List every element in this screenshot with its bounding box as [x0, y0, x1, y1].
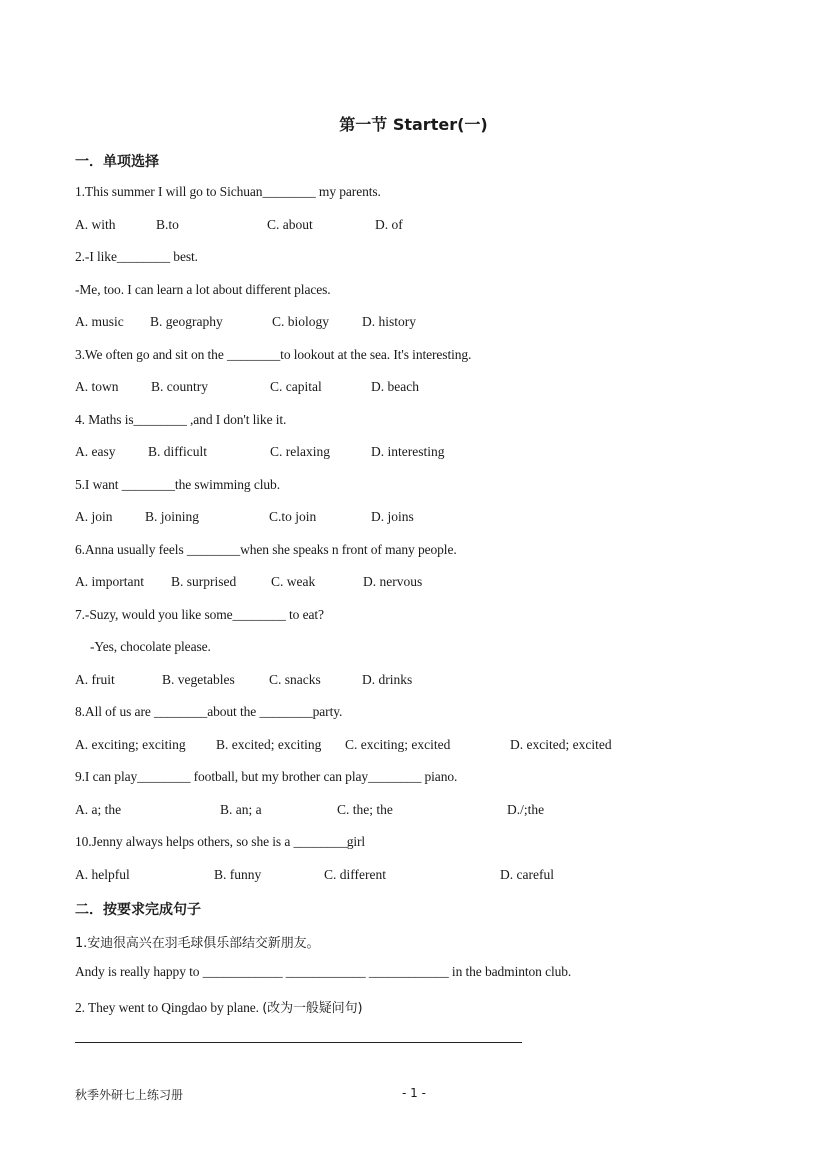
answer-line[interactable]: [75, 1042, 522, 1043]
question-10-option-c: C. different: [324, 867, 386, 882]
question-9-option-a: A. a; the: [75, 802, 122, 817]
question-9-stem: 9.I can play________ football, but my brother can play________ piano.: [75, 769, 458, 784]
footer-page-number: - 1 -: [402, 1086, 426, 1100]
sentence-2-prompt: [75, 997, 362, 1016]
question-1-option-a: A. with: [75, 217, 116, 232]
footer-book-title: 秋季外研七上练习册: [75, 1088, 184, 1102]
question-6-option-c: C. weak: [271, 574, 316, 589]
question-4-option-a: A. easy: [75, 444, 116, 459]
question-4-option-d: D. interesting: [371, 444, 445, 459]
question-6-option-d: D. nervous: [363, 574, 423, 589]
question-1-stem: 1.This summer I will go to Sichuan________ my parents.: [75, 184, 381, 199]
question-4-option-b: B. difficult: [148, 444, 207, 459]
question-8-option-c: C. exciting; excited: [345, 737, 451, 752]
sentence-2-english: 2. They went to Qingdao by plane.: [75, 1000, 263, 1015]
question-3-option-c: C. capital: [270, 379, 322, 394]
question-5-option-d: D. joins: [371, 509, 414, 524]
question-9-option-d: D./;the: [507, 802, 545, 817]
question-10-option-d: D. careful: [500, 867, 554, 882]
question-3-option-b: B. country: [151, 379, 208, 394]
question-10-option-b: B. funny: [214, 867, 262, 882]
question-7-option-a: A. fruit: [75, 672, 115, 687]
question-8-stem: 8.All of us are ________about the ________party.: [75, 704, 343, 719]
question-1-option-c: C. about: [267, 217, 313, 232]
question-8-option-d: D. excited; excited: [510, 737, 612, 752]
question-1-option-b: B.to: [156, 217, 179, 232]
question-7-option-c: C. snacks: [269, 672, 321, 687]
question-4-option-c: C. relaxing: [270, 444, 330, 459]
question-3-option-a: A. town: [75, 379, 119, 394]
question-5-option-a: A. join: [75, 509, 113, 524]
question-4-stem: 4. Maths is________ ,and I don't like it.: [75, 412, 287, 427]
section-heading-multiple-choice: 一．单项选择: [75, 154, 159, 170]
question-9-option-c: C. the; the: [337, 802, 393, 817]
question-2-option-c: C. biology: [272, 314, 330, 329]
question-6-option-a: A. important: [75, 574, 144, 589]
question-7-stem: 7.-Suzy, would you like some________ to eat?: [75, 607, 324, 622]
question-6-option-b: B. surprised: [171, 574, 237, 589]
question-8-option-a: A. exciting; exciting: [75, 737, 186, 752]
question-6-stem: 6.Anna usually feels ________when she speaks n front of many people.: [75, 542, 457, 557]
question-3-stem: 3.We often go and sit on the ________to lookout at the sea. It's interesting.: [75, 347, 472, 362]
question-5-option-b: B. joining: [145, 509, 200, 524]
question-2-option-d: D. history: [362, 314, 416, 329]
question-10-stem: 10.Jenny always helps others, so she is a ________girl: [75, 834, 366, 849]
question-5-option-c: C.to join: [269, 509, 317, 524]
sentence-1-english: Andy is really happy to ____________ ____________ ____________ in the badminton club.: [75, 964, 572, 979]
question-7-dialogue: -Yes, chocolate please.: [90, 639, 211, 654]
question-9-option-b: B. an; a: [220, 802, 262, 817]
page-title: 第一节 Starter(一): [339, 115, 488, 134]
question-10-option-a: A. helpful: [75, 867, 130, 882]
question-5-stem: 5.I want ________the swimming club.: [75, 477, 280, 492]
question-7-option-d: D. drinks: [362, 672, 413, 687]
question-3-option-d: D. beach: [371, 379, 419, 394]
question-1-option-d: D. of: [375, 217, 403, 232]
question-2-option-a: A. music: [75, 314, 124, 329]
sentence-1-chinese: 1.安迪很高兴在羽毛球俱乐部结交新朋友。: [75, 936, 320, 951]
question-7-option-b: B. vegetables: [162, 672, 235, 687]
question-2-stem: 2.-I like________ best.: [75, 249, 198, 264]
question-2-option-b: B. geography: [150, 314, 223, 329]
question-8-option-b: B. excited; exciting: [216, 737, 322, 752]
sentence-2-instruction: (改为一般疑问句): [262, 1001, 363, 1016]
question-2-dialogue: -Me, too. I can learn a lot about different places.: [75, 282, 331, 297]
section-heading-complete-sentences: 二．按要求完成句子: [75, 902, 201, 918]
